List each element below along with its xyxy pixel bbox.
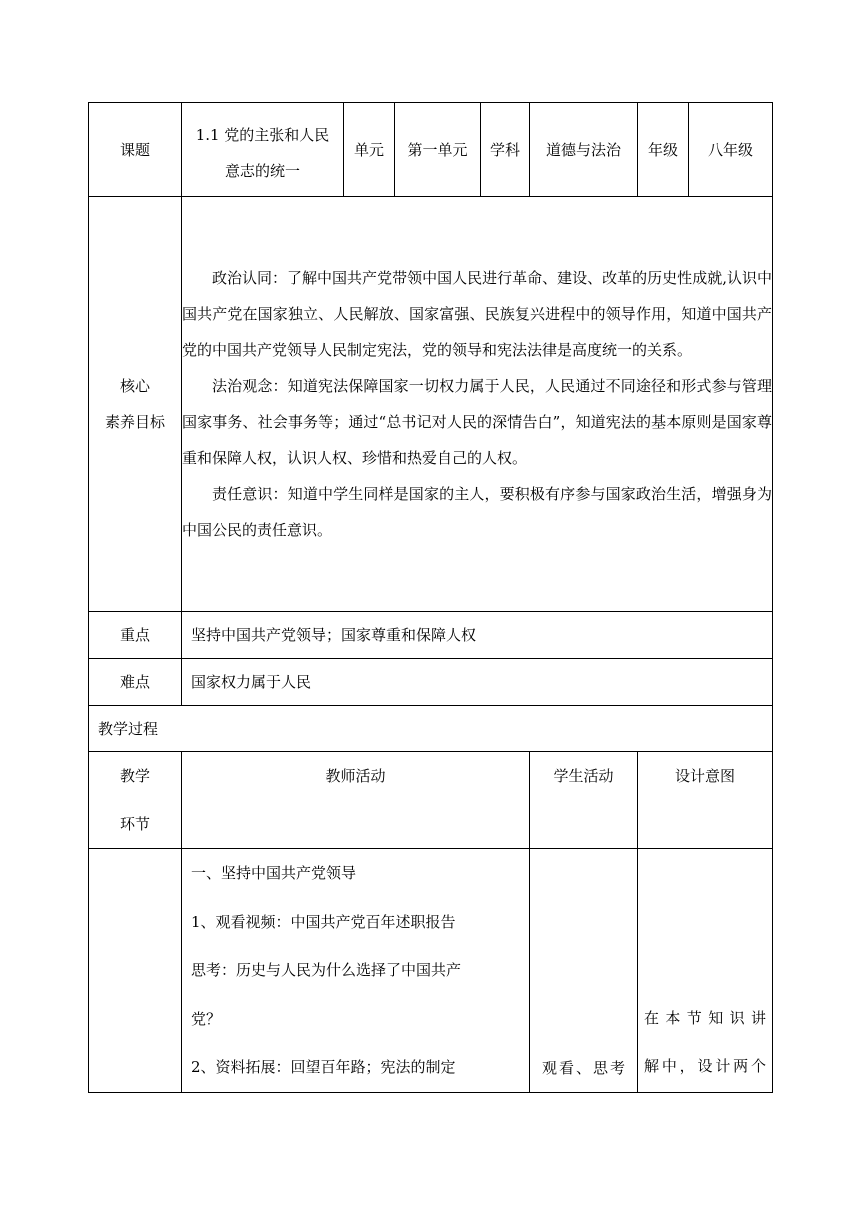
- topic-line-1: 1.1 党的主张和人民: [195, 126, 330, 144]
- stage-cell: [89, 849, 182, 1093]
- design-intent-cell: [638, 849, 773, 1093]
- key-point-value: 坚持中国共产党领导；国家尊重和保障人权: [182, 612, 773, 659]
- subject-value: 道德与法治: [530, 103, 638, 197]
- col-stage-header: [89, 752, 182, 849]
- col-teacher-header: 教师活动: [182, 752, 530, 849]
- header-row: [89, 103, 773, 197]
- difficulty-label: 难点: [89, 659, 182, 706]
- difficulty-value: 国家权力属于人民: [182, 659, 773, 706]
- unit-value: 第一单元: [395, 103, 481, 197]
- teacher-line-5: 2、资料拓展：回望百年路；宪法的制定: [191, 1058, 456, 1076]
- lesson-plan-table: [88, 102, 773, 1093]
- student-activity-text: 观看、思考: [542, 1058, 625, 1077]
- objectives-content: [182, 197, 773, 612]
- col-design-header: 设计意图: [638, 752, 773, 849]
- topic-label: 课题: [89, 103, 182, 197]
- teacher-line-3: 思考：历史与人民为什么选择了中国共产: [191, 961, 462, 979]
- difficulty-row: [89, 659, 773, 706]
- objective-rule-of-law: 法治观念：知道宪法保障国家一切权力属于人民，人民通过不同途径和形式参与管理国家事务、社会事务等；通过“总书记对人民的深情告白”，知道宪法的基本原则是国家尊重和保障人权，认识人权、珍惜和热爱自己的人权。: [182, 377, 772, 467]
- unit-label: 单元: [344, 103, 395, 197]
- grade-label: 年级: [638, 103, 689, 197]
- objectives-row: [89, 197, 773, 612]
- grade-value: 八年级: [689, 103, 773, 197]
- design-line-2: 解中，设计两个: [644, 1056, 766, 1075]
- process-header-row: [89, 752, 773, 849]
- teacher-line-1: 一、坚持中国共产党领导: [191, 864, 357, 882]
- objectives-label-line-1: 核心: [119, 377, 150, 395]
- design-line-1: 在本节知识讲: [644, 1008, 766, 1027]
- objectives-label: [89, 197, 182, 612]
- objectives-label-line-2: 素养目标: [104, 413, 165, 431]
- teacher-line-2: 1、观看视频：中国共产党百年述职报告: [191, 912, 456, 931]
- key-point-label: 重点: [89, 612, 182, 659]
- subject-label: 学科: [481, 103, 530, 197]
- topic-value: [182, 103, 344, 197]
- key-point-row: [89, 612, 773, 659]
- objective-responsibility: 责任意识：知道中学生同样是国家的主人，要积极有序参与国家政治生活，增强身为中国公民的责任意识。: [182, 485, 772, 539]
- process-title: 教学过程: [89, 706, 773, 752]
- teacher-activity-cell: [182, 849, 530, 1093]
- col-stage-line-1: 教学: [119, 767, 150, 785]
- teacher-line-4: 党？: [191, 1009, 222, 1028]
- col-student-header: 学生活动: [530, 752, 638, 849]
- process-content-row: [89, 849, 773, 1093]
- process-title-row: [89, 706, 773, 752]
- col-stage-line-2: 环节: [119, 815, 150, 833]
- student-activity-cell: [530, 849, 638, 1093]
- topic-line-2: 意志的统一: [224, 162, 300, 180]
- objective-political: 政治认同：了解中国共产党带领中国人民进行革命、建设、改革的历史性成就,认识中国共产党在国家独立、人民解放、国家富强、民族复兴进程中的领导作用，知道中国共产党的中国共产党领导人民制定宪法，党的领导和宪法法律是高度统一的关系。: [182, 269, 772, 359]
